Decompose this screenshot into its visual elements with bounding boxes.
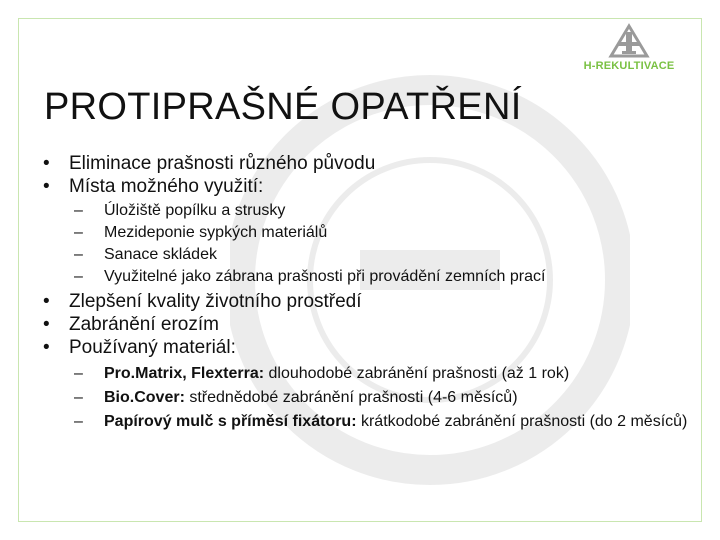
slide-content <box>40 152 690 435</box>
list-item: – Využitelné jako zábrana prašnosti při provádění zemních prací <box>74 268 546 285</box>
company-logo <box>566 22 692 82</box>
list-item: – Bio.Cover: střednědobé zabránění prašnosti (4-6 měsíců) <box>74 389 518 406</box>
list-item: • Místa možného využití: – Úložiště popílku a strusky – Mezideponie sypkých materiálů – Sanace skládek – Využitelné jako zábrana prašnosti při provádění zemních prací <box>40 175 690 288</box>
list-item: • Zlepšení kvality životního prostředí <box>43 291 362 312</box>
list-item: – Úložiště popílku a strusky <box>74 202 286 219</box>
list-item: • Zabránění erozím <box>43 314 219 335</box>
sub-list-usage <box>40 200 690 288</box>
list-item: – Sanace skládek <box>74 246 217 263</box>
sub-list-materials <box>40 363 690 433</box>
airplane-hangar-icon <box>607 22 651 60</box>
logo-text: H-REKULTIVACE <box>583 60 675 72</box>
list-item: – Mezideponie sypkých materiálů <box>74 224 328 241</box>
list-item: – Pro.Matrix, Flexterra: dlouhodobé zabránění prašnosti (až 1 rok) <box>74 365 570 382</box>
list-item: – Papírový mulč s příměsí fixátoru: krátkodobé zabránění prašnosti (do 2 měsíců) <box>74 413 688 430</box>
list-item: • Eliminace prašnosti různého původu <box>43 153 376 174</box>
page-title: PROTIPRAŠNÉ OPATŘENÍ <box>44 86 522 128</box>
bullet-list-1 <box>40 152 690 433</box>
list-item: • Používaný materiál: – Pro.Matrix, Flexterra: dlouhodobé zabránění prašnosti (až 1 rok) – Bio.Cover: střednědobé zabránění prašnosti (4-6 měsíců) – Papírový mulč s příměsí fixátoru: krátkodobé zabránění prašnosti (do 2 měsíců) <box>40 336 690 433</box>
